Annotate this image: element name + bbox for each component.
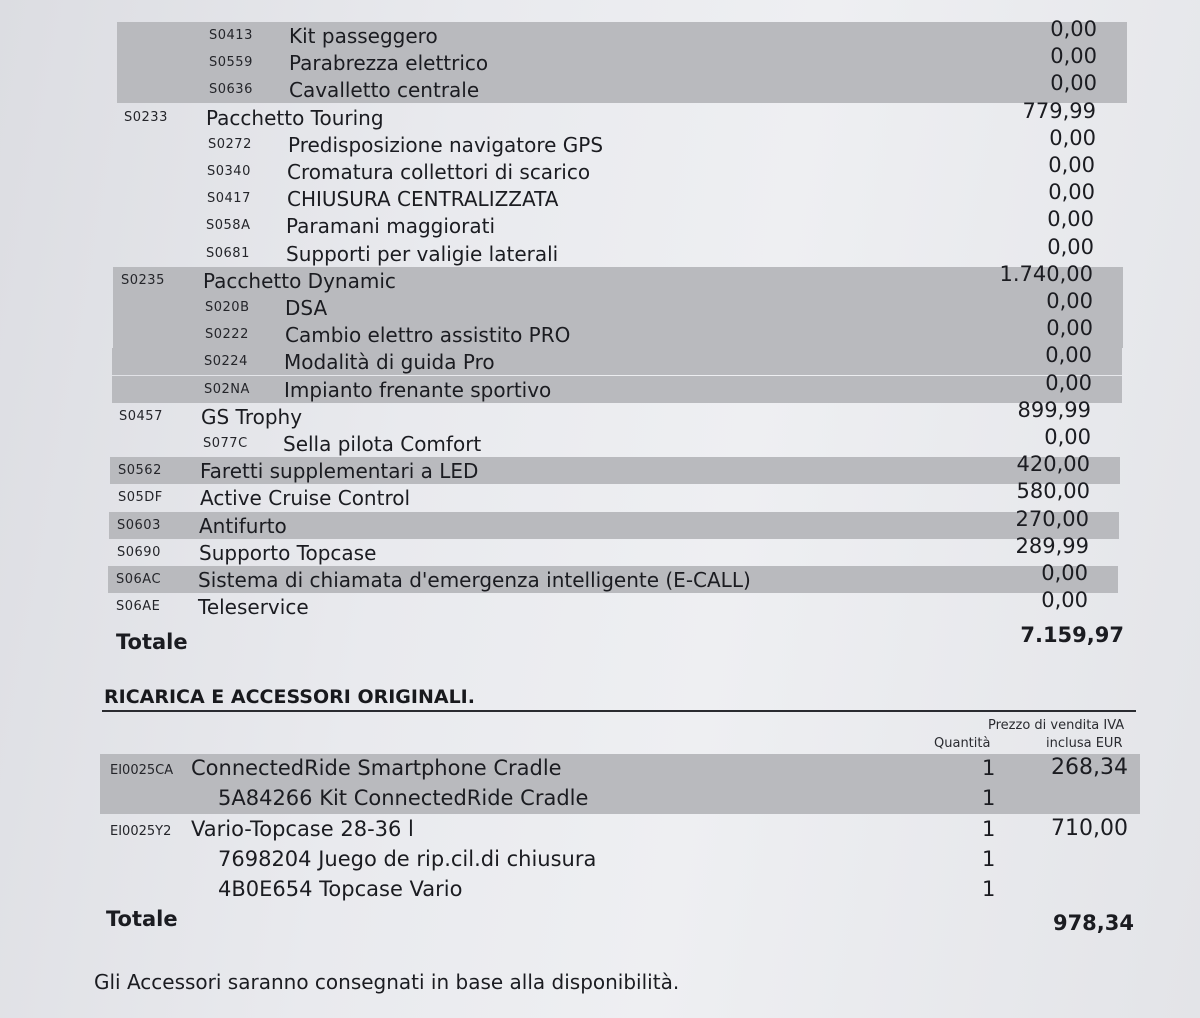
- option-price: 289,99: [1015, 534, 1089, 558]
- option-description: Impianto frenante sportivo: [284, 378, 552, 402]
- option-price: 0,00: [1044, 425, 1091, 449]
- accessory-price: 710,00: [1051, 816, 1128, 841]
- option-price: 0,00: [1045, 371, 1092, 395]
- accessory-code: EI0025Y2: [110, 824, 172, 839]
- option-description: Sistema di chiamata d'emergenza intelligente (E-CALL): [198, 568, 751, 592]
- accessories-section-title: RICARICA E ACCESSORI ORIGINALI.: [104, 686, 475, 708]
- accessory-description: 7698204 Juego de rip.cil.di chiusura: [218, 847, 597, 871]
- option-description: Kit passeggero: [289, 24, 438, 48]
- option-description: DSA: [285, 296, 328, 320]
- accessory-row: [100, 754, 1140, 784]
- accessory-quantity: 1: [982, 817, 996, 841]
- option-description: GS Trophy: [201, 405, 303, 429]
- accessories-total-value: 978,34: [1052, 911, 1134, 935]
- option-subcode: S058A: [206, 218, 251, 233]
- accessory-row: [100, 784, 1140, 814]
- option-price: 0,00: [1047, 207, 1094, 231]
- option-price: 0,00: [1045, 343, 1092, 367]
- footer-note: Gli Accessori saranno consegnati in base alla disponibilità.: [94, 970, 680, 994]
- option-subcode: S0681: [206, 246, 250, 261]
- option-description: Predisposizione navigatore GPS: [288, 133, 604, 157]
- accessory-quantity: 1: [982, 877, 996, 901]
- option-code: S05DF: [118, 490, 163, 505]
- accessory-description: ConnectedRide Smartphone Cradle: [191, 756, 562, 780]
- options-total-label: Totale: [116, 630, 188, 654]
- accessory-price: 268,34: [1051, 755, 1128, 780]
- option-price: 0,00: [1046, 316, 1093, 340]
- option-price: 420,00: [1016, 452, 1090, 476]
- option-description: Paramani maggiorati: [286, 214, 496, 238]
- option-subcode: S0417: [207, 191, 251, 206]
- option-row: [108, 588, 1118, 620]
- option-price: 0,00: [1050, 44, 1097, 68]
- option-description: Pacchetto Dynamic: [203, 269, 396, 293]
- option-price: 0,00: [1041, 561, 1088, 585]
- option-price: 580,00: [1016, 479, 1090, 503]
- quantity-header: Quantità: [934, 736, 991, 751]
- option-subcode: S077C: [203, 436, 248, 451]
- section-divider: [102, 710, 1136, 712]
- option-description: Supporti per valigie laterali: [286, 242, 559, 266]
- option-subcode: S02NA: [204, 382, 250, 397]
- option-subcode: S0636: [209, 82, 253, 97]
- option-code: S0233: [124, 110, 168, 125]
- option-subcode: S0224: [204, 354, 248, 369]
- accessory-row: [100, 815, 1140, 845]
- option-price: 899,99: [1017, 398, 1091, 422]
- option-price: 0,00: [1048, 180, 1095, 204]
- option-price: 0,00: [1049, 126, 1096, 150]
- option-description: Sella pilota Comfort: [283, 432, 482, 456]
- option-description: Teleservice: [198, 595, 309, 619]
- option-price: 0,00: [1046, 289, 1093, 313]
- option-code: S0562: [118, 463, 162, 478]
- option-description: Cromatura collettori di scarico: [287, 160, 591, 184]
- option-code: S06AE: [116, 599, 161, 614]
- option-price: 0,00: [1047, 235, 1094, 259]
- option-price: 0,00: [1048, 153, 1095, 177]
- option-code: S0603: [117, 518, 161, 533]
- option-description: Cavalletto centrale: [289, 78, 480, 102]
- option-price: 1.740,00: [999, 262, 1093, 286]
- option-subcode: S0222: [205, 327, 249, 342]
- option-price: 0,00: [1050, 71, 1097, 95]
- option-code: S0457: [119, 409, 163, 424]
- option-description: Pacchetto Touring: [206, 106, 384, 130]
- price-header-line2: inclusa EUR: [1046, 736, 1123, 751]
- option-description: CHIUSURA CENTRALIZZATA: [287, 187, 559, 211]
- accessory-quantity: 1: [982, 786, 996, 810]
- option-description: Supporto Topcase: [199, 541, 377, 565]
- option-subcode: S0272: [208, 137, 252, 152]
- option-code: S0690: [117, 545, 161, 560]
- accessory-description: Vario-Topcase 28-36 l: [191, 817, 414, 841]
- option-subcode: S0340: [207, 164, 251, 179]
- option-price: 270,00: [1015, 507, 1089, 531]
- option-code: S06AC: [116, 572, 162, 587]
- option-description: Parabrezza elettrico: [289, 51, 489, 75]
- option-subcode: S020B: [205, 300, 250, 315]
- accessories-total-label: Totale: [106, 907, 178, 931]
- option-price: 0,00: [1041, 588, 1088, 612]
- option-description: Faretti supplementari a LED: [200, 459, 479, 483]
- accessory-description: 5A84266 Kit ConnectedRide Cradle: [218, 786, 589, 810]
- option-subcode: S0559: [209, 55, 253, 70]
- accessory-row: [100, 875, 1140, 905]
- option-subcode: S0413: [209, 28, 253, 43]
- option-price: 779,99: [1022, 99, 1096, 123]
- accessory-quantity: 1: [982, 756, 996, 780]
- option-description: Modalità di guida Pro: [284, 350, 495, 374]
- accessory-description: 4B0E654 Topcase Vario: [218, 877, 463, 901]
- accessory-code: EI0025CA: [110, 763, 174, 778]
- options-total-value: 7.159,97: [1020, 623, 1124, 647]
- option-code: S0235: [121, 273, 165, 288]
- option-description: Cambio elettro assistito PRO: [285, 323, 571, 347]
- option-description: Active Cruise Control: [200, 486, 411, 510]
- accessory-quantity: 1: [982, 847, 996, 871]
- accessory-row: [100, 845, 1140, 875]
- option-price: 0,00: [1050, 17, 1097, 41]
- price-header-line1: Prezzo di vendita IVA: [988, 718, 1125, 733]
- option-description: Antifurto: [199, 514, 287, 538]
